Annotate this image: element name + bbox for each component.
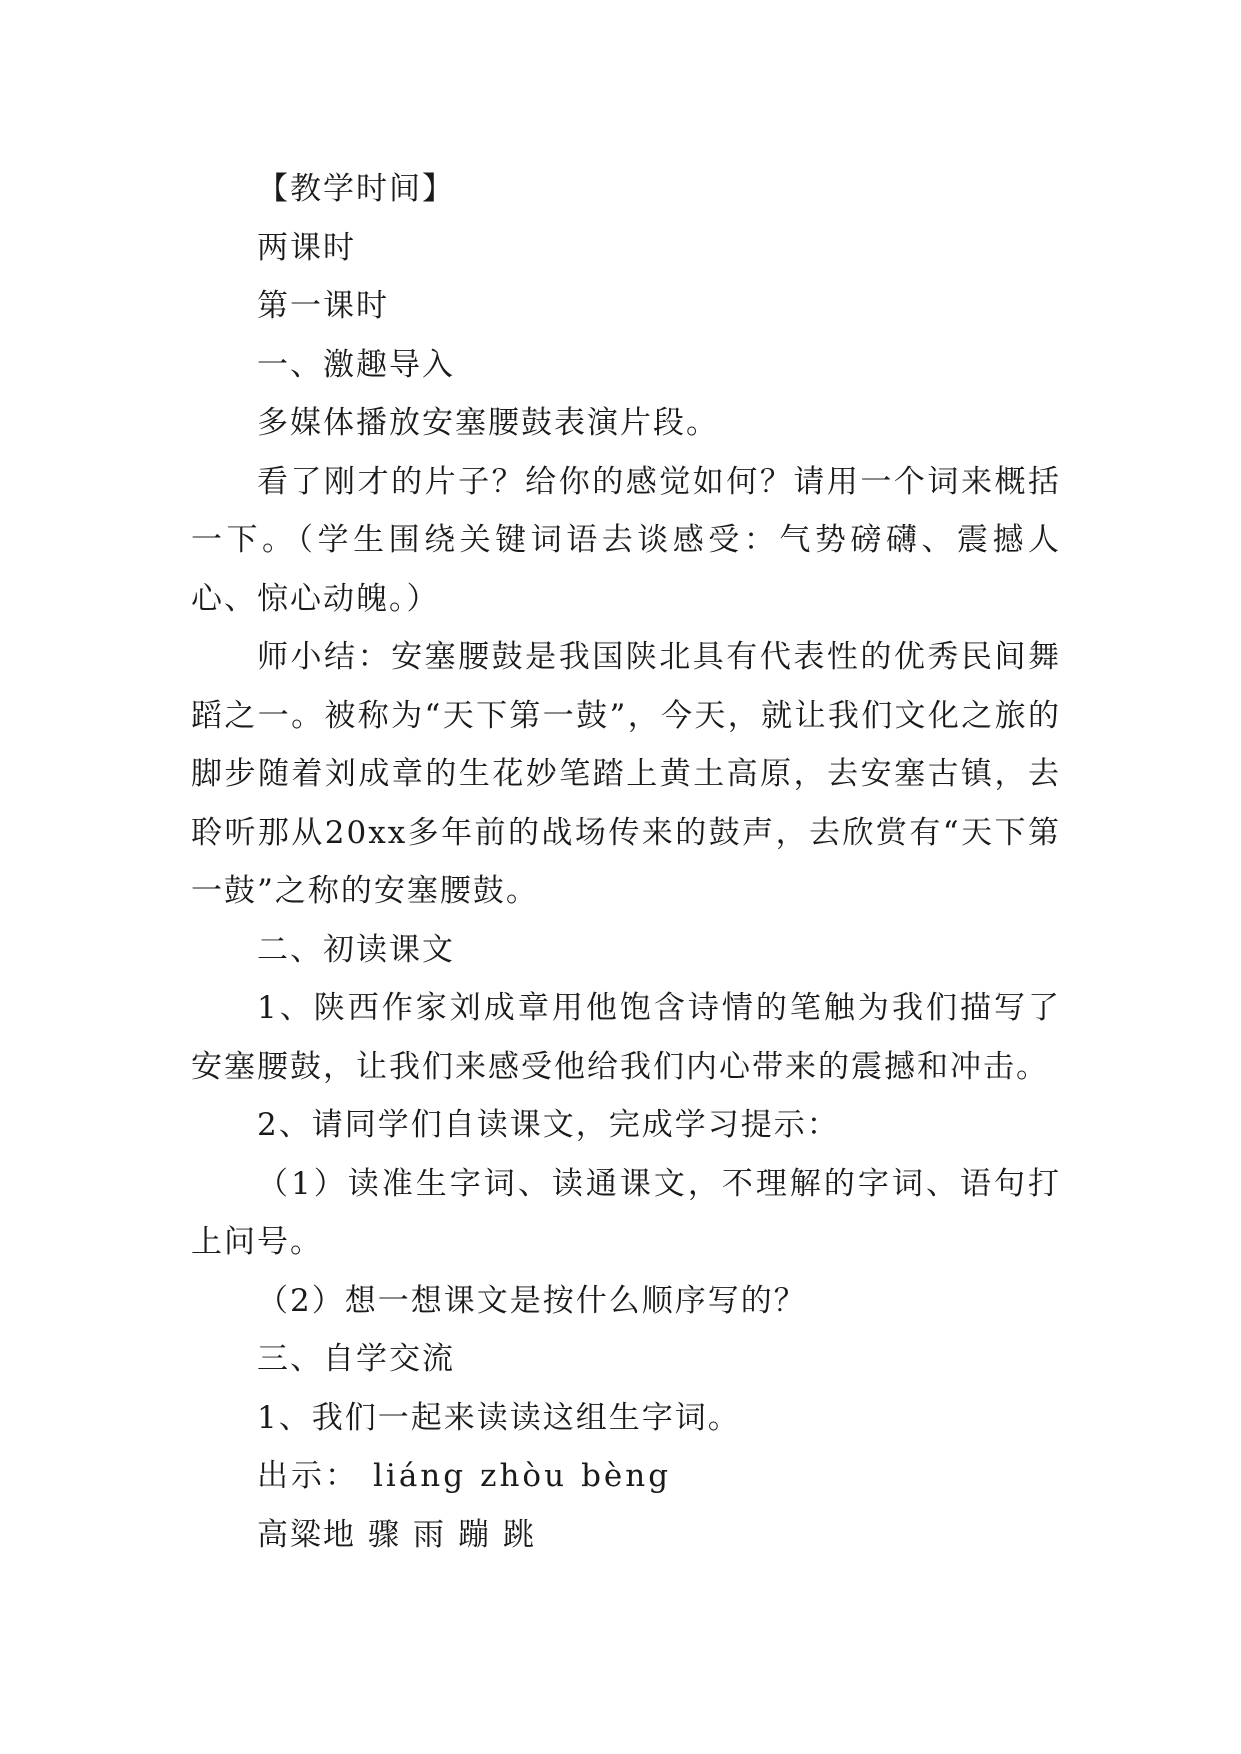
word-gaoliangdi: 高粱地	[257, 1516, 356, 1553]
paragraph-question: 看了刚才的片子？给你的感觉如何？请用一个词来概括一下。（学生围绕关键词语去谈感受：气势磅礴、震撼人心、惊心动魄。）	[191, 463, 1061, 617]
paragraph-subitem-2: （2）想一想课文是按什么顺序写的？	[257, 1282, 807, 1319]
paragraph-subitem-1: （1）读准生字词、读通课文，不理解的字词、语句打上问号。	[191, 1165, 1061, 1260]
heading-first-lesson: 第一课时	[257, 288, 389, 324]
show-label: 出示：	[257, 1458, 359, 1494]
heading-teaching-time: 【教学时间】	[257, 171, 455, 207]
word-tiao: 跳	[503, 1516, 536, 1553]
paragraph-class-hours: 两课时	[257, 229, 356, 266]
section-heading-self-study: 三、自学交流	[257, 1341, 455, 1377]
word-yu: 雨	[413, 1516, 446, 1553]
section-heading-first-reading: 二、初读课文	[257, 931, 455, 968]
paragraph-words-line	[191, 1506, 1061, 1565]
paragraph-teacher-summary: 师小结：安塞腰鼓是我国陕北具有代表性的优秀民间舞蹈之一。被称为“天下第一鼓”，今天，就让我们文化之旅的脚步随着刘成章的生花妙笔踏上黄土高原，去安塞古镇，去聆听那从20xx多年前的战场传来的鼓声，去欣赏有“天下第一鼓”之称的安塞腰鼓。	[191, 639, 1061, 909]
paragraph-read-words: 1、我们一起来读读这组生字词。	[257, 1399, 741, 1436]
paragraph-item-2: 2、请同学们自读课文，完成学习提示：	[257, 1107, 840, 1143]
word-beng: 蹦	[458, 1516, 491, 1553]
pinyin-beng: bèng	[581, 1458, 672, 1494]
paragraph-multimedia: 多媒体播放安塞腰鼓表演片段。	[257, 405, 719, 441]
section-heading-intro: 一、激趣导入	[257, 346, 455, 383]
paragraph-pinyin-line	[191, 1447, 1061, 1506]
word-zhou: 骤	[368, 1516, 401, 1553]
document-body	[191, 160, 1061, 1564]
pinyin-zhou: zhòu	[480, 1458, 568, 1494]
paragraph-item-1: 1、陕西作家刘成章用他饱含诗情的笔触为我们描写了安塞腰鼓，让我们来感受他给我们内心带来的震撼和冲击。	[191, 990, 1061, 1085]
pinyin-liang: liáng	[373, 1458, 467, 1494]
